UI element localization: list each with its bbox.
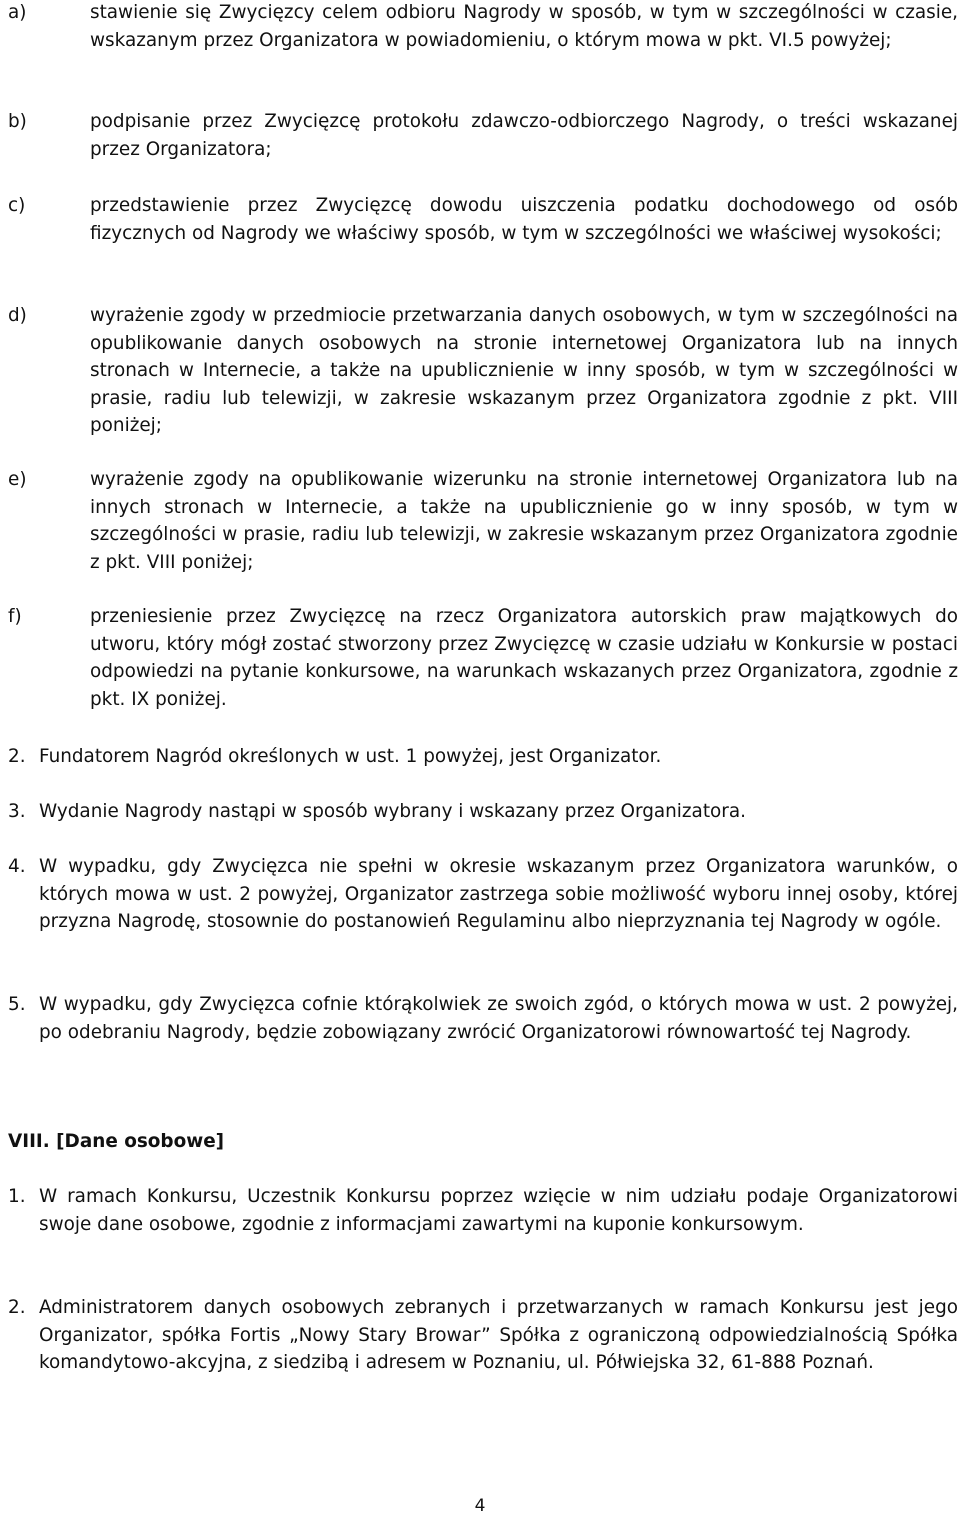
list-marker: c) — [8, 195, 26, 216]
list-item-text: przedstawienie przez Zwycięzcę dowodu uiszczenia podatku dochodowego od osób fizycznych od Nagrody we właściwy sposób, w tym w szczególności we właściwej wysokości; — [90, 195, 958, 244]
list-item-text: W wypadku, gdy Zwycięzca cofnie którąkolwiek ze swoich zgód, o których mowa w ust. 2 powyżej, po odebraniu Nagrody, będzie zobowiązany zwrócić Organizatorowi równowartość tej Nagrody. — [39, 994, 958, 1043]
list-item-text: wyrażenie zgody na opublikowanie wizerunku na stronie internetowej Organizatora lub na innych stronach w Internecie, a także na upublicznienie go w inny sposób, w tym w szczególności w prasie, radiu lub telewizji, w zakresie wskazanym przez Organizatora zgodnie z pkt. VIII poniżej; — [90, 469, 958, 573]
list-marker: 2. — [8, 1297, 26, 1318]
list-marker: b) — [8, 111, 27, 132]
numbered-item-5 — [8, 991, 958, 1046]
list-marker: 4. — [8, 856, 26, 877]
list-marker: a) — [8, 2, 27, 23]
list-item-text: przeniesienie przez Zwycięzcę na rzecz Organizatora autorskich praw majątkowych do utworu, który mógł zostać stworzony przez Zwycięzcę w czasie udziału w Konkursie w postaci odpowiedzi na pytanie konkursowe, na warunkach wskazanych przez Organizatora, zgodnie z pkt. IX poniżej. — [90, 606, 958, 710]
list-marker: e) — [8, 469, 27, 490]
list-item-f — [8, 603, 958, 713]
list-marker: d) — [8, 305, 27, 326]
list-marker: 5. — [8, 994, 26, 1015]
numbered-item-2 — [8, 743, 958, 771]
list-item-text: W wypadku, gdy Zwycięzca nie spełni w okresie wskazanym przez Organizatora warunków, o których mowa w ust. 2 powyżej, Organizator zastrzega sobie możliwość wyboru innej osoby, której przyzna Nagrodę, stosownie do postanowień Regulaminu albo nieprzyznania tej Nagrody w ogóle. — [39, 856, 958, 933]
list-marker: 2. — [8, 746, 26, 767]
list-item-c — [8, 192, 958, 247]
list-item-text: Administratorem danych osobowych zebranych i przetwarzanych w ramach Konkursu jest jego Organizator, spółka Fortis „Nowy Stary Browar” Spółka z ograniczoną odpowiedzialnością Spółka komandytowo-akcyjna, z siedzibą i adresem w Poznaniu, ul. Półwiejska 32, 61-888 Poznań. — [39, 1297, 958, 1374]
list-item-text: stawienie się Zwycięzcy celem odbioru Nagrody w sposób, w tym w szczególności w czasie, wskazanym przez Organizatora w powiadomieniu, o którym mowa w pkt. VI.5 powyżej; — [90, 2, 958, 51]
list-marker: 1. — [8, 1186, 26, 1207]
numbered-item-3 — [8, 798, 958, 826]
numbered-item-4 — [8, 853, 958, 936]
list-item-d — [8, 302, 958, 440]
list-item-text: wyrażenie zgody w przedmiocie przetwarzania danych osobowych, w tym w szczególności na opublikowanie danych osobowych na stronie internetowej Organizatora lub na innych stronach w Internecie, a także na upublicznienie w inny sposób, w tym w szczególności w prasie, radiu lub telewizji, w zakresie wskazanym przez Organizatora zgodnie z pkt. VIII poniżej; — [90, 305, 958, 437]
section-heading: VIII. [Dane osobowe] — [8, 1131, 225, 1152]
list-item-e — [8, 466, 958, 576]
list-item-text: W ramach Konkursu, Uczestnik Konkursu poprzez wzięcie w nim udziału podaje Organizatorowi swoje dane osobowe, zgodnie z informacjami zawartymi na kuponie konkursowym. — [39, 1186, 958, 1235]
list-item-text: podpisanie przez Zwycięzcę protokołu zdawczo-odbiorczego Nagrody, o treści wskazanej przez Organizatora; — [90, 111, 958, 160]
list-marker: 3. — [8, 801, 26, 822]
list-item-text: Wydanie Nagrody nastąpi w sposób wybrany i wskazany przez Organizatora. — [39, 801, 746, 822]
section-item-1 — [8, 1183, 958, 1238]
list-item-b — [8, 108, 958, 163]
page-number: 4 — [474, 1496, 486, 1516]
list-item-text: Fundatorem Nagród określonych w ust. 1 powyżej, jest Organizator. — [39, 746, 662, 767]
list-item-a — [8, 0, 958, 54]
list-marker: f) — [8, 606, 22, 627]
section-item-2 — [8, 1294, 958, 1377]
